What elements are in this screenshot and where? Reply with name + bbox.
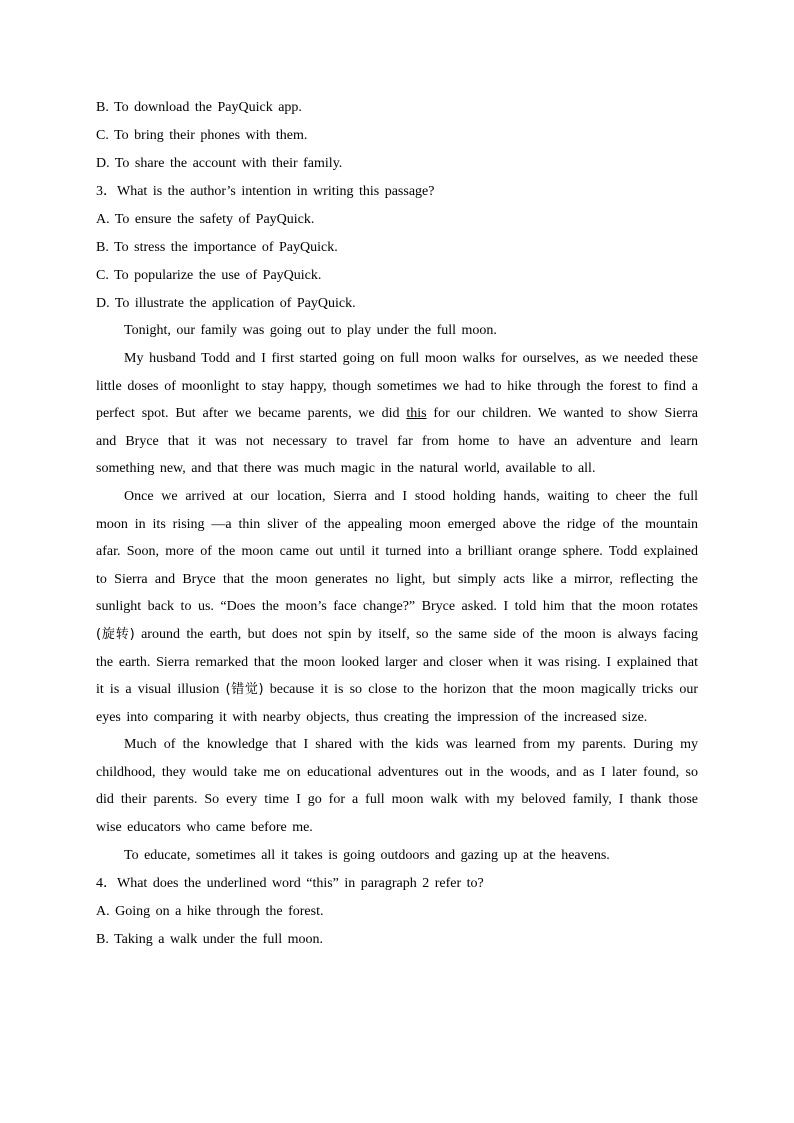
gloss-rotate: (旋转) [96,626,135,642]
q3-option-a: A. To ensure the safety of PayQuick. [96,212,315,228]
passage-paragraph-4: Much of the knowledge that I shared with the kids was learned from my parents. During my childhood, they would take me on educational adventures out in the woods, and as I later found, so did their parents. So every time I go for a full moon walk with my beloved family, I thank those wise educators who came before me. [96,737,698,836]
q4-option-a: A. Going on a hike through the forest. [96,904,324,920]
q3-option-d: D. To illustrate the application of PayQuick. [96,295,356,311]
paragraph-3-text-b: around the earth, but does not spin by itself, so the same side of the moon is always facing the earth. Sierra remarked that the moon looked larger and closer when it was rising. I explained that it is a visual illusion [96,626,698,698]
paragraph-2-text-after: for our children. We wanted to show Sierra and Bryce that it was not necessary to travel far from home to have an adventure and learn something new, and that there was much magic in the natural world, available to all. [96,406,698,477]
q2-option-b: B. To download the PayQuick app. [96,100,302,115]
q3-stem: 3．What is the author’s intention in writing this passage? [96,184,435,200]
passage-paragraph-1: Tonight, our family was going out to play under the full moon. [124,323,497,339]
paragraph-2-text-before: My husband Todd and I first started going on full moon walks for ourselves, as we needed these little doses of moonlight to stay happy, though sometimes we had to hike through the forest to find a perfect spot. But after we became parents, we did [96,350,698,422]
gloss-illusion: (错觉) [225,682,264,698]
passage-paragraph-3 [96,483,698,731]
q2-option-c: C. To bring their phones with them. [96,127,308,143]
q3-option-b: B. To stress the importance of PayQuick. [96,239,338,255]
document-body [96,94,698,954]
q3-option-c: C. To popularize the use of PayQuick. [96,267,322,283]
passage-paragraph-2 [96,345,698,483]
passage-paragraph-5: To educate, sometimes all it takes is going outdoors and gazing up at the heavens. [124,847,610,863]
underlined-word-this: this [406,406,427,422]
q2-option-d: D. To share the account with their family. [96,155,343,171]
q4-option-b: B. Taking a walk under the full moon. [96,931,324,947]
q4-stem: 4．What does the underlined word “this” in paragraph 2 refer to? [96,876,484,892]
paragraph-3-text-a: Once we arrived at our location, Sierra and I stood holding hands, waiting to cheer the full moon in its rising —a thin sliver of the appealing moon emerged above the ridge of the mountain afar. Soon, more of the moon came out until it turned into a brilliant orange sphere. Todd explained to Sierra and Bryce that the moon generates no light, but simply acts like a mirror, reflecting the sunlight back to us. “Does the moon’s face change?” Bryce asked. I told him that the moon rotates [96,488,698,615]
paragraph-3-text-c: because it is so close to the horizon that the moon magically tricks our eyes into comparing it with nearby objects, thus creating the impression of the increased size. [96,682,698,725]
